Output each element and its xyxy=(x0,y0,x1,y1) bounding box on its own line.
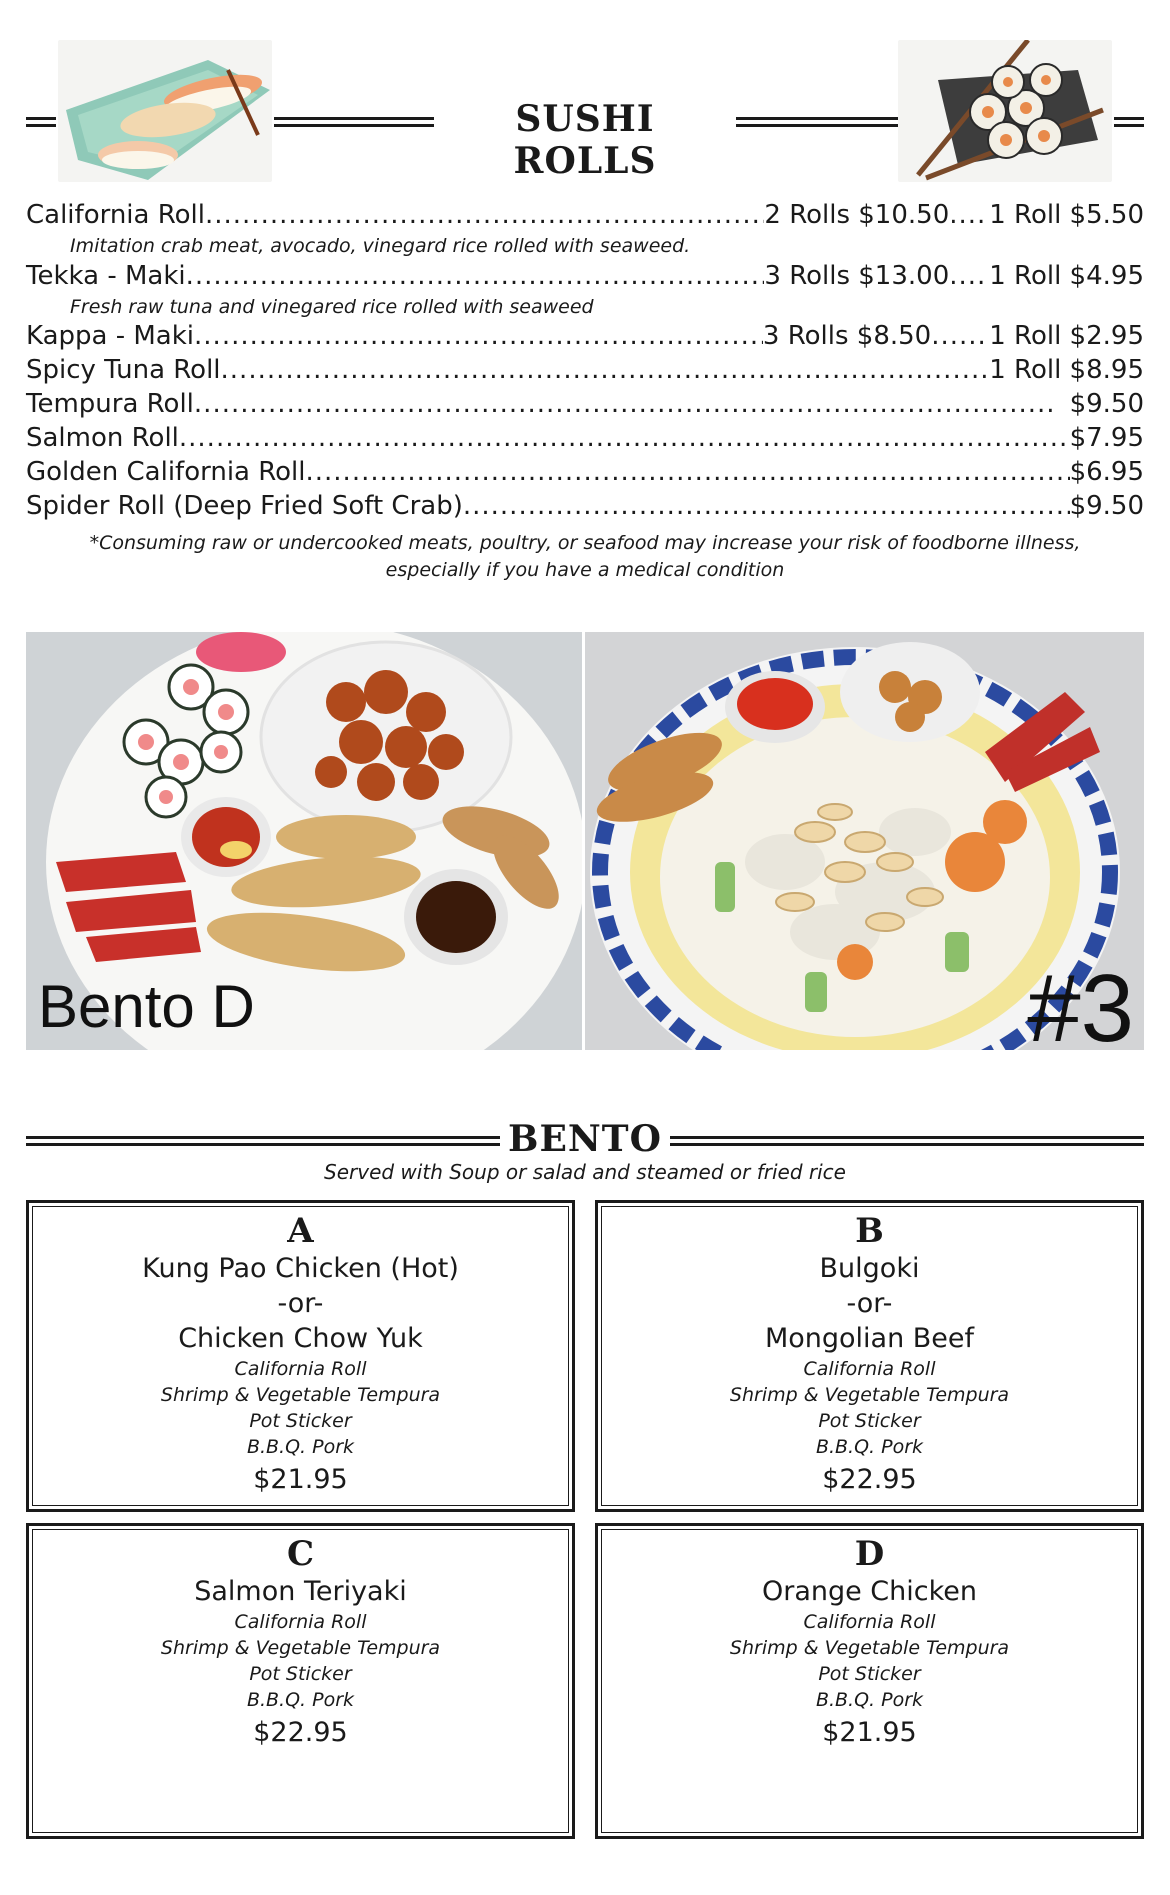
item-price: $6.95 xyxy=(1069,457,1144,487)
item-price-single: 1 Roll $2.95 xyxy=(989,321,1144,351)
bento-price: $22.95 xyxy=(822,1464,917,1495)
bento-box-b xyxy=(595,1200,1144,1512)
item-price: $9.50 xyxy=(1069,389,1144,419)
menu-item-california-roll xyxy=(26,200,1144,234)
item-name: Tempura Roll xyxy=(26,389,194,419)
menu-item-golden-california-roll xyxy=(26,457,1144,491)
item-name: Kappa - Maki xyxy=(26,321,195,351)
bento-entree-alt: Chicken Chow Yuk xyxy=(178,1323,423,1354)
sushi-section-title: SUSHI ROLLS xyxy=(513,98,657,182)
item-name: Salmon Roll xyxy=(26,423,179,453)
item-name: Spider Roll (Deep Fried Soft Crab) xyxy=(26,491,463,521)
bento-rule-left xyxy=(26,1136,500,1146)
dot-leader xyxy=(306,457,1070,487)
menu-item-tempura-roll xyxy=(26,389,1144,423)
bento-box-d xyxy=(595,1523,1144,1839)
bento-letter: D xyxy=(854,1534,885,1574)
dot-leader xyxy=(194,389,1058,419)
dot-leader xyxy=(949,261,989,291)
bento-box-c xyxy=(26,1523,575,1839)
bento-side: Pot Sticker xyxy=(818,1663,921,1685)
nigiri-sushi-photo xyxy=(58,40,272,182)
dot-leader xyxy=(463,491,1070,521)
bento-side: California Roll xyxy=(234,1358,367,1380)
bento-price: $21.95 xyxy=(822,1717,917,1748)
item-price-single: 1 Roll $4.95 xyxy=(989,261,1144,291)
bento-d-photo xyxy=(26,632,582,1050)
bento-or: -or- xyxy=(846,1288,893,1319)
bento-entree: Kung Pao Chicken (Hot) xyxy=(142,1253,459,1284)
dot-leader xyxy=(179,423,1070,453)
bento-side: Pot Sticker xyxy=(249,1410,352,1432)
item-price-multi: 2 Rolls $10.50 xyxy=(764,200,950,230)
bento-side: Shrimp & Vegetable Tempura xyxy=(729,1637,1010,1659)
item-name: California Roll xyxy=(26,200,205,230)
dot-leader xyxy=(205,200,764,230)
dot-leader xyxy=(186,261,765,291)
dot-leader xyxy=(931,321,989,351)
bento-side: Shrimp & Vegetable Tempura xyxy=(729,1384,1010,1406)
dot-leader xyxy=(194,321,763,351)
dot-leader xyxy=(221,355,990,385)
maki-rolls-photo xyxy=(898,40,1112,182)
bento-letter: A xyxy=(287,1211,314,1251)
header-rule-right xyxy=(736,117,898,127)
menu-item-salmon-roll xyxy=(26,423,1144,457)
menu-item-spicy-tuna-roll xyxy=(26,355,1144,389)
bento-price: $22.95 xyxy=(253,1717,348,1748)
disclaimer-line-2: especially if you have a medical condition xyxy=(385,559,785,581)
header-rule-far-right xyxy=(1114,117,1144,127)
bento-side: Pot Sticker xyxy=(249,1663,352,1685)
bento-side: California Roll xyxy=(803,1611,936,1633)
bento-letter: B xyxy=(855,1211,884,1251)
item-description: Imitation crab meat, avocado, vinegard rice rolled with seaweed. xyxy=(70,235,691,257)
bento-rule-right xyxy=(670,1136,1144,1146)
dot-leader xyxy=(949,200,989,230)
disclaimer-line-1: *Consuming raw or undercooked meats, poultry, or seafood may increase your risk of foodborne illness, xyxy=(89,532,1081,554)
bento-entree: Orange Chicken xyxy=(761,1576,978,1607)
food-safety-disclaimer xyxy=(26,530,1144,584)
bento-side: Pot Sticker xyxy=(818,1410,921,1432)
bento-letter: C xyxy=(286,1534,315,1574)
bento-d-photo-label: Bento D xyxy=(38,973,255,1040)
bento-entree: Salmon Teriyaki xyxy=(194,1576,407,1607)
bento-subtitle: Served with Soup or salad and steamed or fried rice xyxy=(324,1160,846,1184)
item-price-single: 1 Roll $8.95 xyxy=(989,355,1144,385)
item-description: Fresh raw tuna and vinegared rice rolled with seaweed xyxy=(70,296,594,318)
bento-side: Shrimp & Vegetable Tempura xyxy=(160,1637,441,1659)
bento-or: -or- xyxy=(277,1288,324,1319)
bento-entree-alt: Mongolian Beef xyxy=(764,1323,975,1354)
item-name: Spicy Tuna Roll xyxy=(26,355,221,385)
bento-price: $21.95 xyxy=(253,1464,348,1495)
bento-side: B.B.Q. Pork xyxy=(246,1436,355,1458)
bento-side: Shrimp & Vegetable Tempura xyxy=(160,1384,441,1406)
item-price: $9.50 xyxy=(1069,491,1144,521)
menu-item-tekka-maki xyxy=(26,261,1144,295)
bento-side: B.B.Q. Pork xyxy=(815,1436,924,1458)
bento-entree: Bulgoki xyxy=(819,1253,920,1284)
combo-3-photo xyxy=(585,632,1144,1050)
combo-3-photo-label: #3 xyxy=(1027,955,1134,1050)
item-name: Tekka - Maki xyxy=(26,261,186,291)
bento-side: B.B.Q. Pork xyxy=(815,1689,924,1711)
item-name: Golden California Roll xyxy=(26,457,306,487)
item-price-multi: 3 Rolls $8.50 xyxy=(762,321,932,351)
header-rule-left xyxy=(274,117,434,127)
header-rule-far-left xyxy=(26,117,56,127)
bento-side: B.B.Q. Pork xyxy=(246,1689,355,1711)
menu-item-kappa-maki xyxy=(26,321,1144,355)
item-price: $7.95 xyxy=(1069,423,1144,453)
bento-section-title: BENTO xyxy=(508,1118,662,1160)
menu-item-spider-roll xyxy=(26,491,1144,525)
bento-side: California Roll xyxy=(234,1611,367,1633)
item-price-single: 1 Roll $5.50 xyxy=(989,200,1144,230)
item-price-multi: 3 Rolls $13.00 xyxy=(764,261,950,291)
bento-box-a xyxy=(26,1200,575,1512)
bento-side: California Roll xyxy=(803,1358,936,1380)
